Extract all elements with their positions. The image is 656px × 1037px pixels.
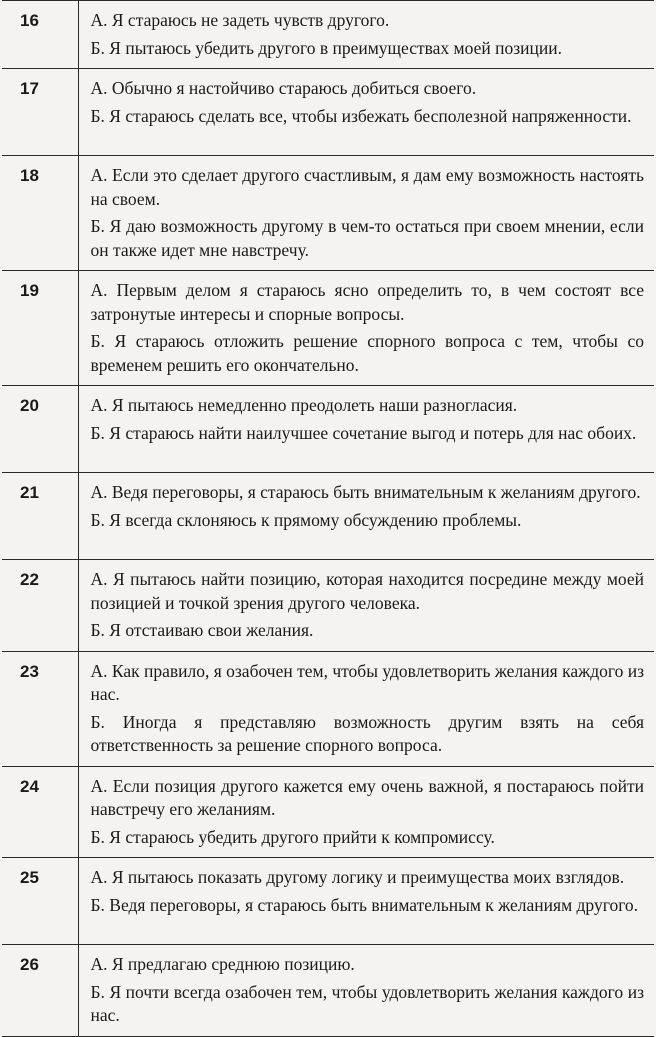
option-a: А. Обычно я настойчиво стараюсь добиться своего.: [90, 78, 477, 98]
question-number: 21: [2, 473, 78, 560]
option-a: А. Если это сделает другого счастливым, я дам ему возможность настоять на своем.: [90, 165, 644, 209]
question-options: [78, 271, 654, 386]
option-b: Б. Я всегда склоняюсь к прямому обсуждению проблемы.: [90, 509, 522, 530]
question-row: [2, 945, 654, 1037]
questionnaire-table: [2, 0, 654, 1037]
option-b: Б. Я даю возможность другому в чем-то остаться при своем мнении, если он также идет мне навстречу.: [90, 216, 644, 260]
question-row: [2, 766, 654, 858]
question-number: 18: [2, 156, 78, 271]
question-options: [78, 473, 654, 560]
question-row: [2, 651, 654, 766]
question-options: [78, 945, 654, 1037]
question-row: [2, 386, 654, 473]
question-row: [2, 473, 654, 560]
question-row: [2, 271, 654, 386]
option-a: А. Первым делом я стараюсь ясно определить то, в чем состоят все затронутые интересы и спорные вопросы.: [90, 280, 644, 324]
option-b: Б. Я почти всегда озабочен тем, чтобы удовлетворить желания каждого из нас.: [90, 981, 644, 1025]
question-options: [78, 766, 654, 858]
question-row: [2, 69, 654, 156]
question-number: 19: [2, 271, 78, 386]
question-options: [78, 651, 654, 766]
option-b: Б. Я стараюсь убедить другого прийти к компромиссу.: [90, 826, 495, 847]
question-number: 20: [2, 386, 78, 473]
option-a: А. Я стараюсь не задеть чувств другого.: [90, 10, 390, 30]
option-a: А. Ведя переговоры, я стараюсь быть внимательным к желаниям другого.: [90, 482, 641, 502]
option-a: А. Я пытаюсь показать другому логику и преимущества моих взглядов.: [90, 867, 625, 887]
question-options: [78, 156, 654, 271]
option-b: Б. Иногда я представляю возможность другим взять на себя ответственность за решение спорного вопроса.: [90, 711, 644, 755]
option-b: Б. Ведя переговоры, я стараюсь быть внимательным к желаниям другого.: [90, 894, 639, 915]
option-a: А. Я пытаюсь найти позицию, которая находится посредине между моей позицией и точкой зрения другого человека.: [90, 569, 644, 613]
option-b: Б. Я стараюсь отложить решение спорного вопроса с тем, чтобы со временем решить его окончательно.: [90, 331, 644, 375]
option-b: Б. Я отстаиваю свои желания.: [90, 620, 314, 640]
question-options: [78, 386, 654, 473]
question-options: [78, 560, 654, 652]
option-a: А. Если позиция другого кажется ему очень важной, я постараюсь пойти навстречу его желаниям.: [90, 775, 644, 819]
option-b: Б. Я стараюсь найти наилучшее сочетание выгод и потерь для нас обоих.: [90, 422, 637, 443]
question-number: 26: [2, 945, 78, 1037]
question-options: [78, 1, 654, 69]
question-number: 25: [2, 858, 78, 945]
question-number: 23: [2, 651, 78, 766]
option-a: А. Как правило, я озабочен тем, чтобы удовлетворить желания каждого из нас.: [90, 660, 644, 704]
option-b: Б. Я стараюсь сделать все, чтобы избежать бесполезной напряженности.: [90, 105, 632, 126]
question-row: [2, 156, 654, 271]
question-row: [2, 858, 654, 945]
question-row: [2, 1, 654, 69]
question-number: 16: [2, 1, 78, 69]
option-a: А. Я предлагаю среднюю позицию.: [90, 954, 355, 974]
question-number: 22: [2, 560, 78, 652]
question-options: [78, 69, 654, 156]
question-options: [78, 858, 654, 945]
option-a: А. Я пытаюсь немедленно преодолеть наши разногласия.: [90, 395, 518, 415]
question-number: 17: [2, 69, 78, 156]
question-row: [2, 560, 654, 652]
option-b: Б. Я пытаюсь убедить другого в преимуществах моей позиции.: [90, 37, 562, 58]
question-number: 24: [2, 766, 78, 858]
